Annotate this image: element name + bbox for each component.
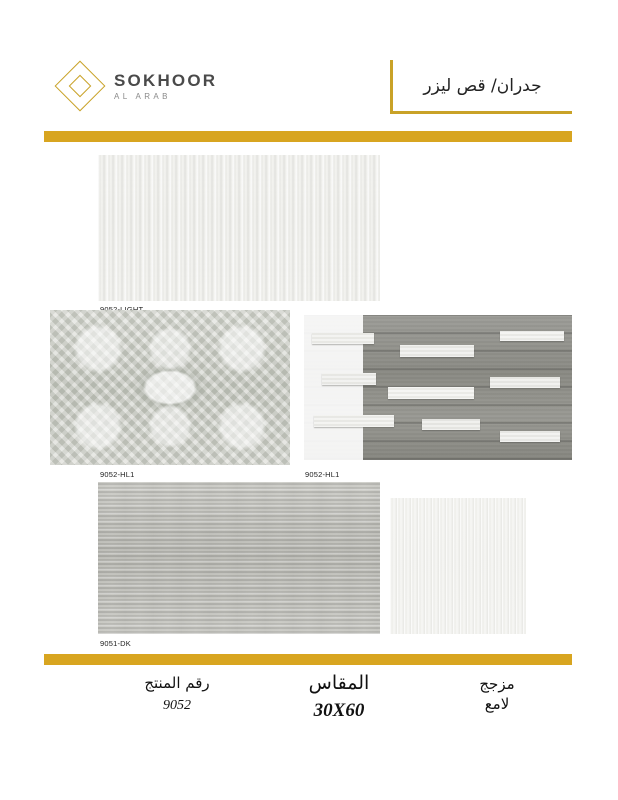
tile-image-9052-hl1-a: [50, 310, 290, 465]
brand-text: [114, 72, 217, 101]
spec-size: [254, 672, 424, 722]
tile-image-9051-dk: [98, 482, 380, 634]
spec-size-value: 30X60: [313, 700, 365, 721]
specs-footer: [44, 672, 572, 742]
brand-subtitle: AL ARAB: [114, 92, 171, 102]
spec-finish: [432, 674, 562, 715]
spec-product-number: [82, 674, 272, 714]
divider-bottom: [44, 654, 572, 665]
tile-caption-9051-dk: 9051-DK: [100, 639, 132, 648]
spec-finish-line2: لامع: [484, 695, 510, 714]
tile-image-9052-hl1-b: [304, 315, 572, 460]
spec-product-value: 9052: [163, 698, 191, 713]
brand-name: SOKHOOR: [114, 71, 218, 91]
divider-top: [44, 131, 572, 142]
page-title: جدران/ قص ليزر: [423, 75, 542, 96]
page-title-box: [390, 60, 572, 114]
spec-size-label: المقاس: [308, 672, 370, 694]
tile-image-9052-f: [390, 498, 526, 634]
spec-finish-line1: مزجج: [479, 675, 515, 693]
brand-logo: [58, 64, 217, 110]
tile-caption-9052-hl1-b: 9052-HL1: [305, 470, 340, 479]
tile-caption-9052-hl1-a: 9052-HL1: [100, 470, 135, 479]
diamond-logo-icon: [58, 64, 104, 110]
tile-image-9052-light: [98, 155, 380, 301]
spec-product-label: رقم المنتج: [144, 674, 210, 692]
